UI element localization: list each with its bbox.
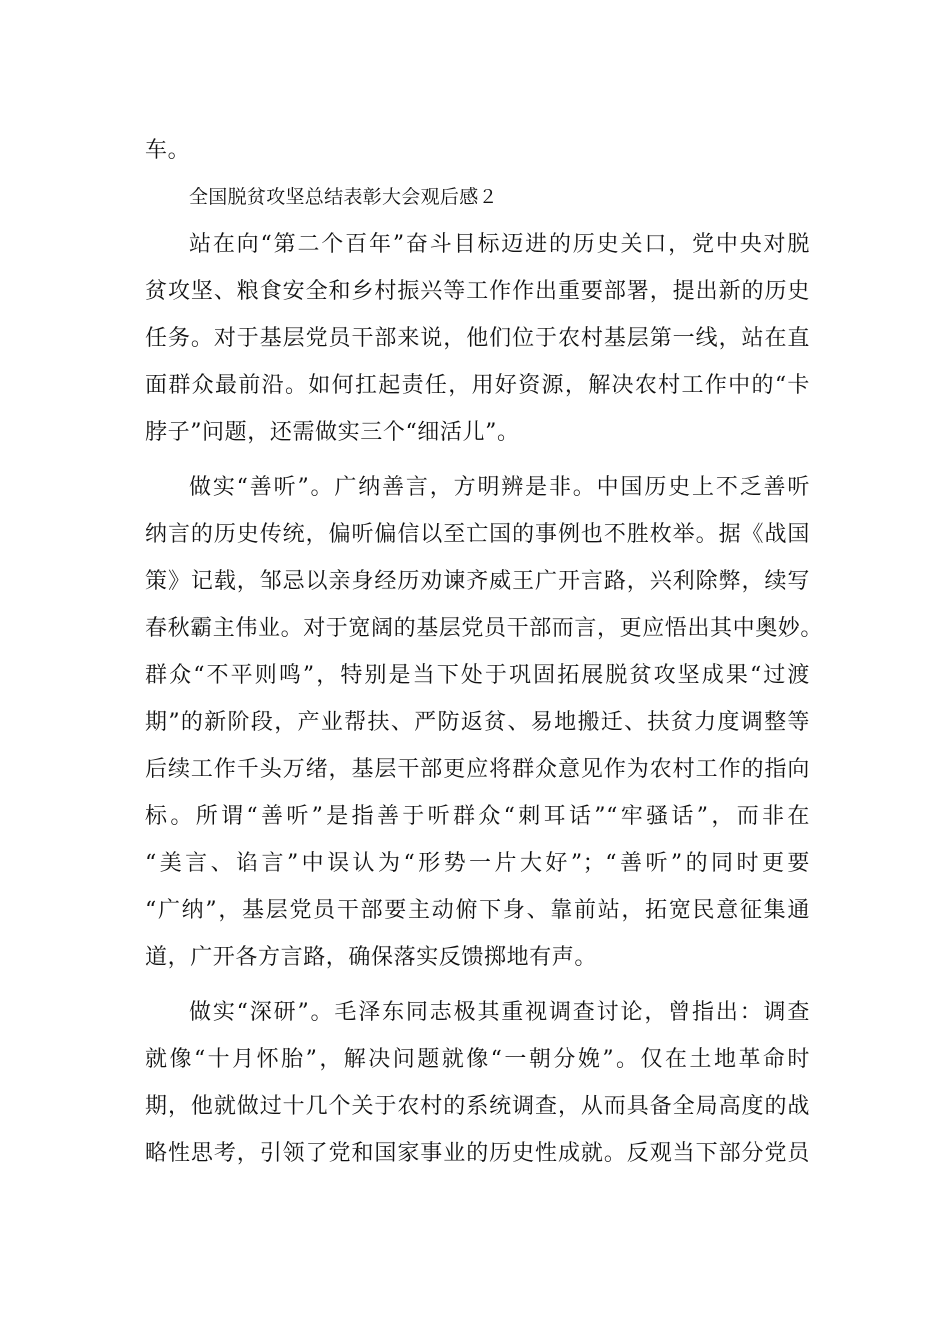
paragraph-gap [145,456,810,464]
text-line: 后续工作千头万绪，基层干部更应将群众意见作为农村工作的指向 [145,757,810,782]
text-line: 标。所谓“善听”是指善于听群众“刺耳话”“牢骚话”，而非在 [145,804,810,829]
text-line: 做实“善听”。广纳善言，方明辨是非。中国历史上不乏善听 [189,475,810,500]
text-line: 站在向“第二个百年”奋斗目标迈进的历史关口，党中央对脱 [189,232,810,257]
text-line: 道，广开各方言路，确保落实反馈掷地有声。 [145,945,598,970]
text-line: 就像“十月怀胎”，解决问题就像“一朝分娩”。仅在土地革命时 [145,1047,810,1072]
text-line: 群众“不平则鸣”，特别是当下处于巩固拓展脱贫攻坚成果“过渡 [145,663,810,688]
paragraph-gap [145,981,810,989]
text-line: 纳言的历史传统，偏听偏信以至亡国的事例也不胜枚举。据《战国 [145,522,810,547]
text-line: 略性思考，引领了党和国家事业的历史性成就。反观当下部分党员 [145,1141,810,1166]
text-line: 期，他就做过十几个关于农村的系统调查，从而具备全局高度的战 [145,1094,810,1119]
document-body [145,127,824,1177]
text-line: 策》记载，邹忌以亲身经历劝谏齐威王广开言路，兴利除弊，续写 [145,569,810,594]
text-line: “广纳”，基层党员干部要主动俯下身、靠前站，拓宽民意征集通 [145,898,810,923]
text-line: “美言、谄言”中误认为“形势一片大好”；“善听”的同时更要 [145,851,810,876]
text-line: 任务。对于基层党员干部来说，他们位于农村基层第一线，站在直 [145,326,810,351]
text-line: 期”的新阶段，产业帮扶、严防返贫、易地搬迁、扶贫力度调整等 [145,710,810,735]
text-line: 贫攻坚、粮食安全和乡村振兴等工作作出重要部署，提出新的历史 [145,279,810,304]
text-line: 车。 [145,138,191,163]
text-line: 做实“深研”。毛泽东同志极其重视调查讨论，曾指出：调查 [189,1000,810,1025]
text-line: 春秋霸主伟业。对于宽阔的基层党员干部而言，更应悟出其中奥妙。 [145,616,824,641]
text-line: 脖子”问题，还需做实三个“细活儿”。 [145,420,520,445]
section-heading: 全国脱贫攻坚总结表彰大会观后感２ [189,186,498,208]
text-line: 面群众最前沿。如何扛起责任，用好资源，解决农村工作中的“卡 [145,373,810,398]
